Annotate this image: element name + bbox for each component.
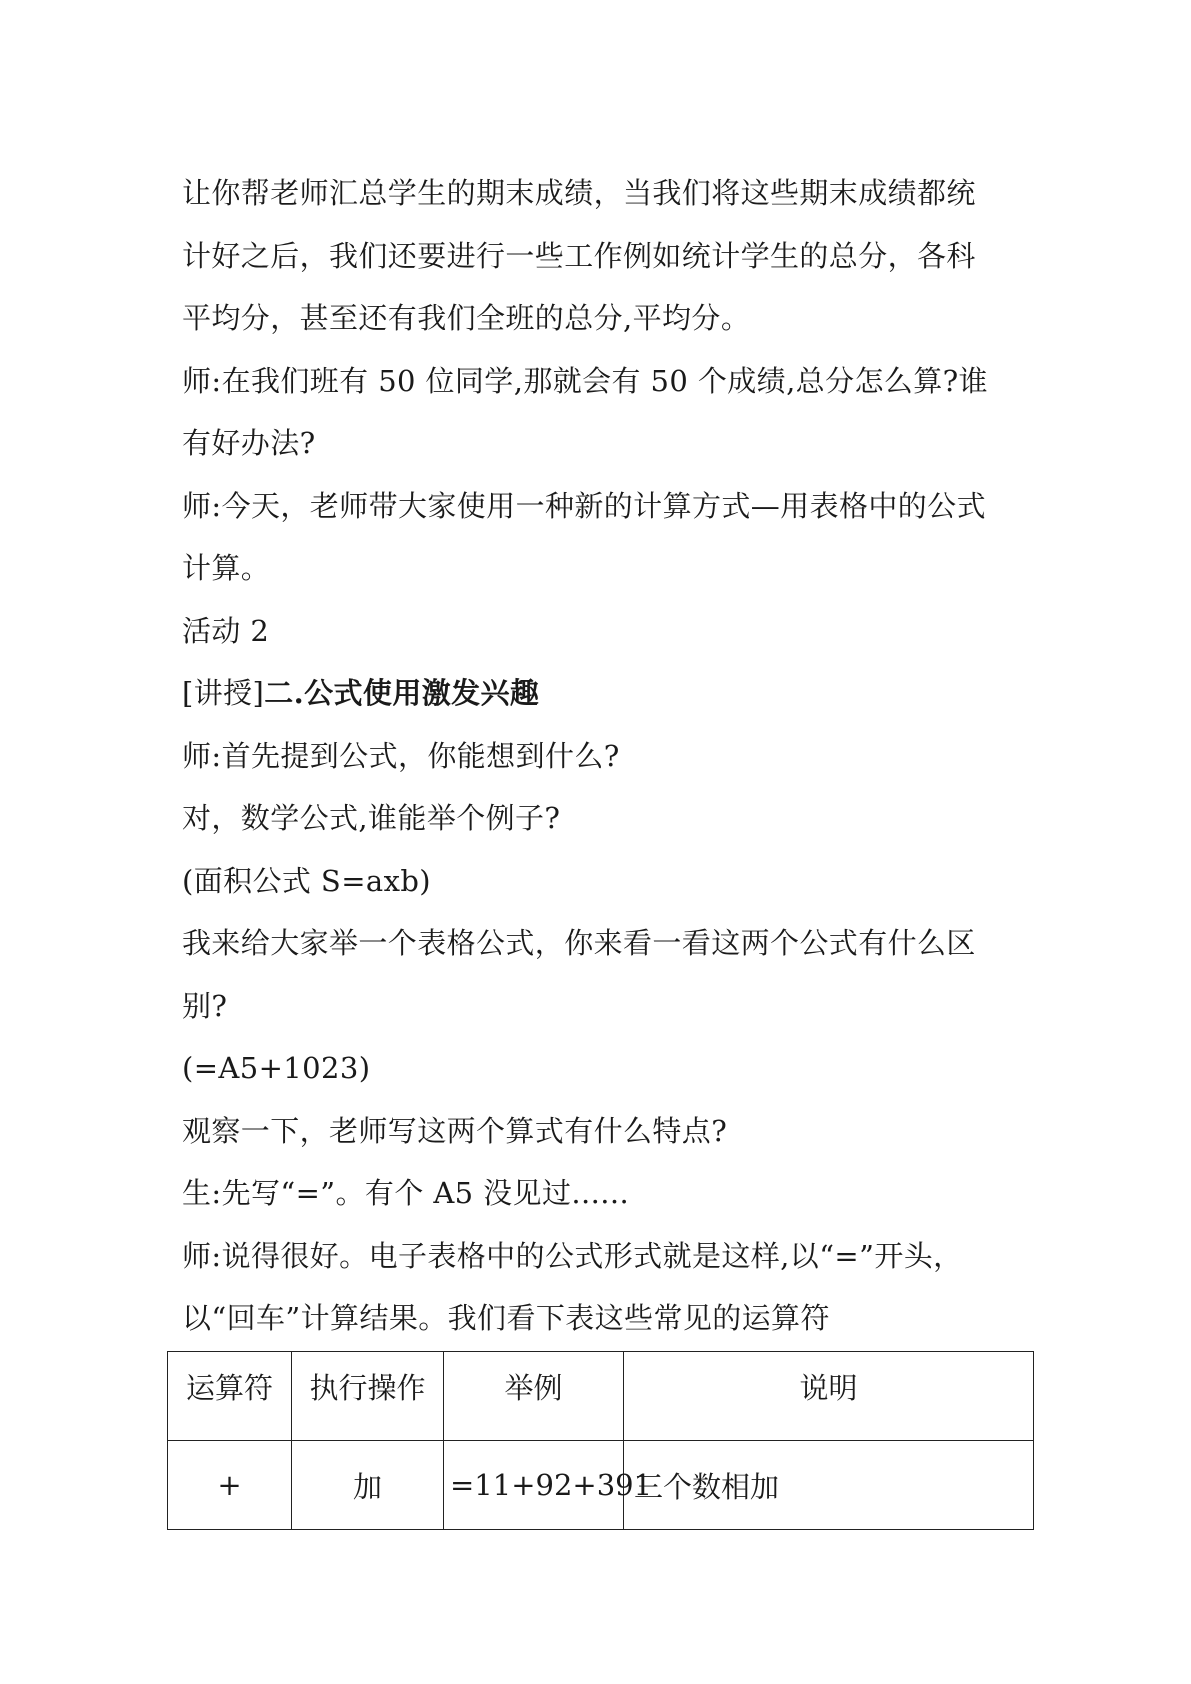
paragraph-line: 师:今天，老师带大家使用一种新的计算方式—用表格中的公式 <box>182 488 986 523</box>
table-header-cell: 运算符 <box>168 1352 292 1441</box>
table-header-cell: 举例 <box>444 1352 624 1441</box>
table-row <box>168 1441 1034 1530</box>
activity-label: 活动 2 <box>182 613 270 648</box>
section-heading <box>182 662 1017 725</box>
table-header-cell: 说明 <box>624 1352 1034 1441</box>
table-cell: 三个数相加 <box>624 1441 1034 1530</box>
table-header-cell: 执行操作 <box>292 1352 444 1441</box>
paragraph-line: 师:首先提到公式，你能想到什么? <box>182 738 620 773</box>
paragraph-line: 观察一下，老师写这两个算式有什么特点? <box>182 1113 728 1148</box>
paragraph-line: (面积公式 S=axb) <box>182 863 432 898</box>
paragraph-line: 别? <box>182 988 228 1023</box>
paragraph-line: 对，数学公式,谁能举个例子? <box>182 801 561 835</box>
paragraph-line: 计算。 <box>182 551 271 585</box>
table-header-row <box>168 1352 1034 1441</box>
section-title: 二.公式使用激发兴趣 <box>264 676 540 710</box>
paragraph-line: 我来给大家举一个表格公式，你来看一看这两个公式有什么区 <box>182 926 976 960</box>
table-cell: + <box>168 1441 292 1530</box>
operator-table <box>167 1351 1034 1530</box>
paragraph-line: 平均分，甚至还有我们全班的总分,平均分。 <box>182 301 751 335</box>
document-body <box>182 162 1017 1350</box>
paragraph-line: 让你帮老师汇总学生的期末成绩，当我们将这些期末成绩都统 <box>182 176 976 210</box>
paragraph-line: 有好办法? <box>182 426 316 460</box>
table-cell: =11+92+391 <box>444 1441 624 1530</box>
paragraph-line: (=A5+1023) <box>182 1051 371 1085</box>
table-cell: 加 <box>292 1441 444 1530</box>
paragraph-line: 生:先写“=”。有个 A5 没见过...... <box>182 1176 630 1210</box>
paragraph-line: 师:在我们班有 50 位同学,那就会有 50 个成绩,总分怎么算?谁 <box>182 363 989 398</box>
paragraph-line: 计好之后，我们还要进行一些工作例如统计学生的总分，各科 <box>182 238 976 273</box>
paragraph-line: 师:说得很好。电子表格中的公式形式就是这样,以“=”开头， <box>182 1238 963 1273</box>
paragraph-line: 以“回车”计算结果。我们看下表这些常见的运算符 <box>182 1301 830 1335</box>
section-prefix: [讲授] <box>182 676 265 710</box>
